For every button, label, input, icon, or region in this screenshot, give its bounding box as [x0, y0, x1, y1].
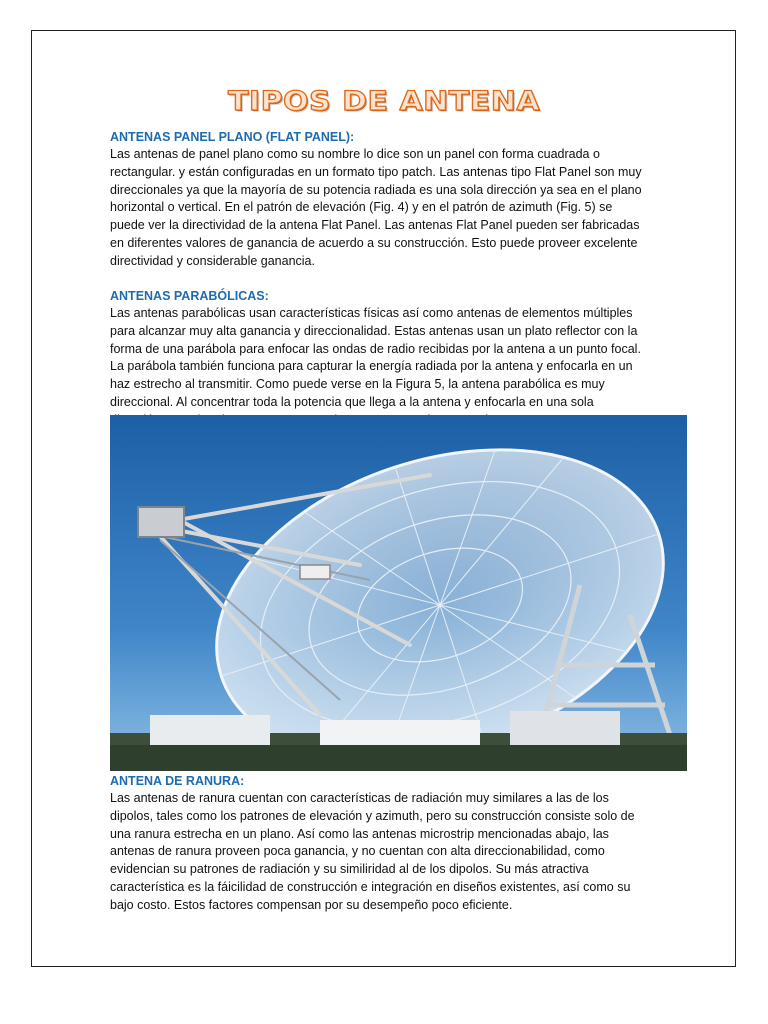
section-body: Las antenas de panel plano como su nombre lo dice son un panel con forma cuadrada o rectangular. y están configuradas en un formato tipo patch. Las antenas tipo Flat Panel son muy direccionales ya que la mayoría de su potencia radiada es una sola dirección ya sea en el plano horizontal o vertical. En el patrón de elevación (Fig. 4) y en el patrón de azimuth (Fig. 5) se puede ver la directividad de la antena Flat Panel. Las antenas Flat Panel pueden ser fabricadas en diferentes valores de ganancia de acuerdo a su construcción. Esto puede proveer excelente directividad y considerable ganancia. [110, 147, 642, 268]
document-title: TIPOS DE ANTENA [227, 85, 541, 118]
section-body: Las antenas parabólicas usan características físicas así como antenas de elementos múltiples para alcanzar muy alta ganancia y direccionalidad. Estas antenas usan un plato reflector con la forma de una parábola para enfocar las ondas de radio recibidas por la antena a un punto focal. La parábola también funciona para capturar la energía radiada por la antena y enfocarla en un haz estrecho al transmitir. Como puede verse en la Figura 5, la antena parabólica es muy direccional. Al concentrar toda la potencia que llega a la antena y enfocarla en una sola [110, 306, 641, 409]
parabolic-antenna-photo [110, 415, 687, 771]
section-heading: ANTENAS PARABÓLICAS: [110, 289, 269, 303]
section-heading: ANTENAS PANEL PLANO (FLAT PANEL): [110, 130, 355, 144]
section-heading: ANTENA DE RANURA: [110, 774, 245, 788]
section-flat-panel [110, 128, 645, 271]
section-slot [110, 772, 645, 915]
section-parabolic [110, 287, 645, 430]
section-body: Las antenas de ranura cuentan con características de radiación muy similares a las de los dipolos, tales como los patrones de elevación y azimuth, pero su construcción consiste solo de una ranura estrecha en un plano. Así como las antenas microstrip mencionadas abajo, las antenas de ranura proveen poca ganancia, y no cuentan con alta direccionabilidad, como evidencian su patrones de radiación y su similiridad al de los dipolos. Su más atractiva característica es la fáicilidad de construcción e integración en diseños existentes, así como su bajo costo. Estos factores compensan por su desempeño poco eficiente. [110, 791, 635, 912]
